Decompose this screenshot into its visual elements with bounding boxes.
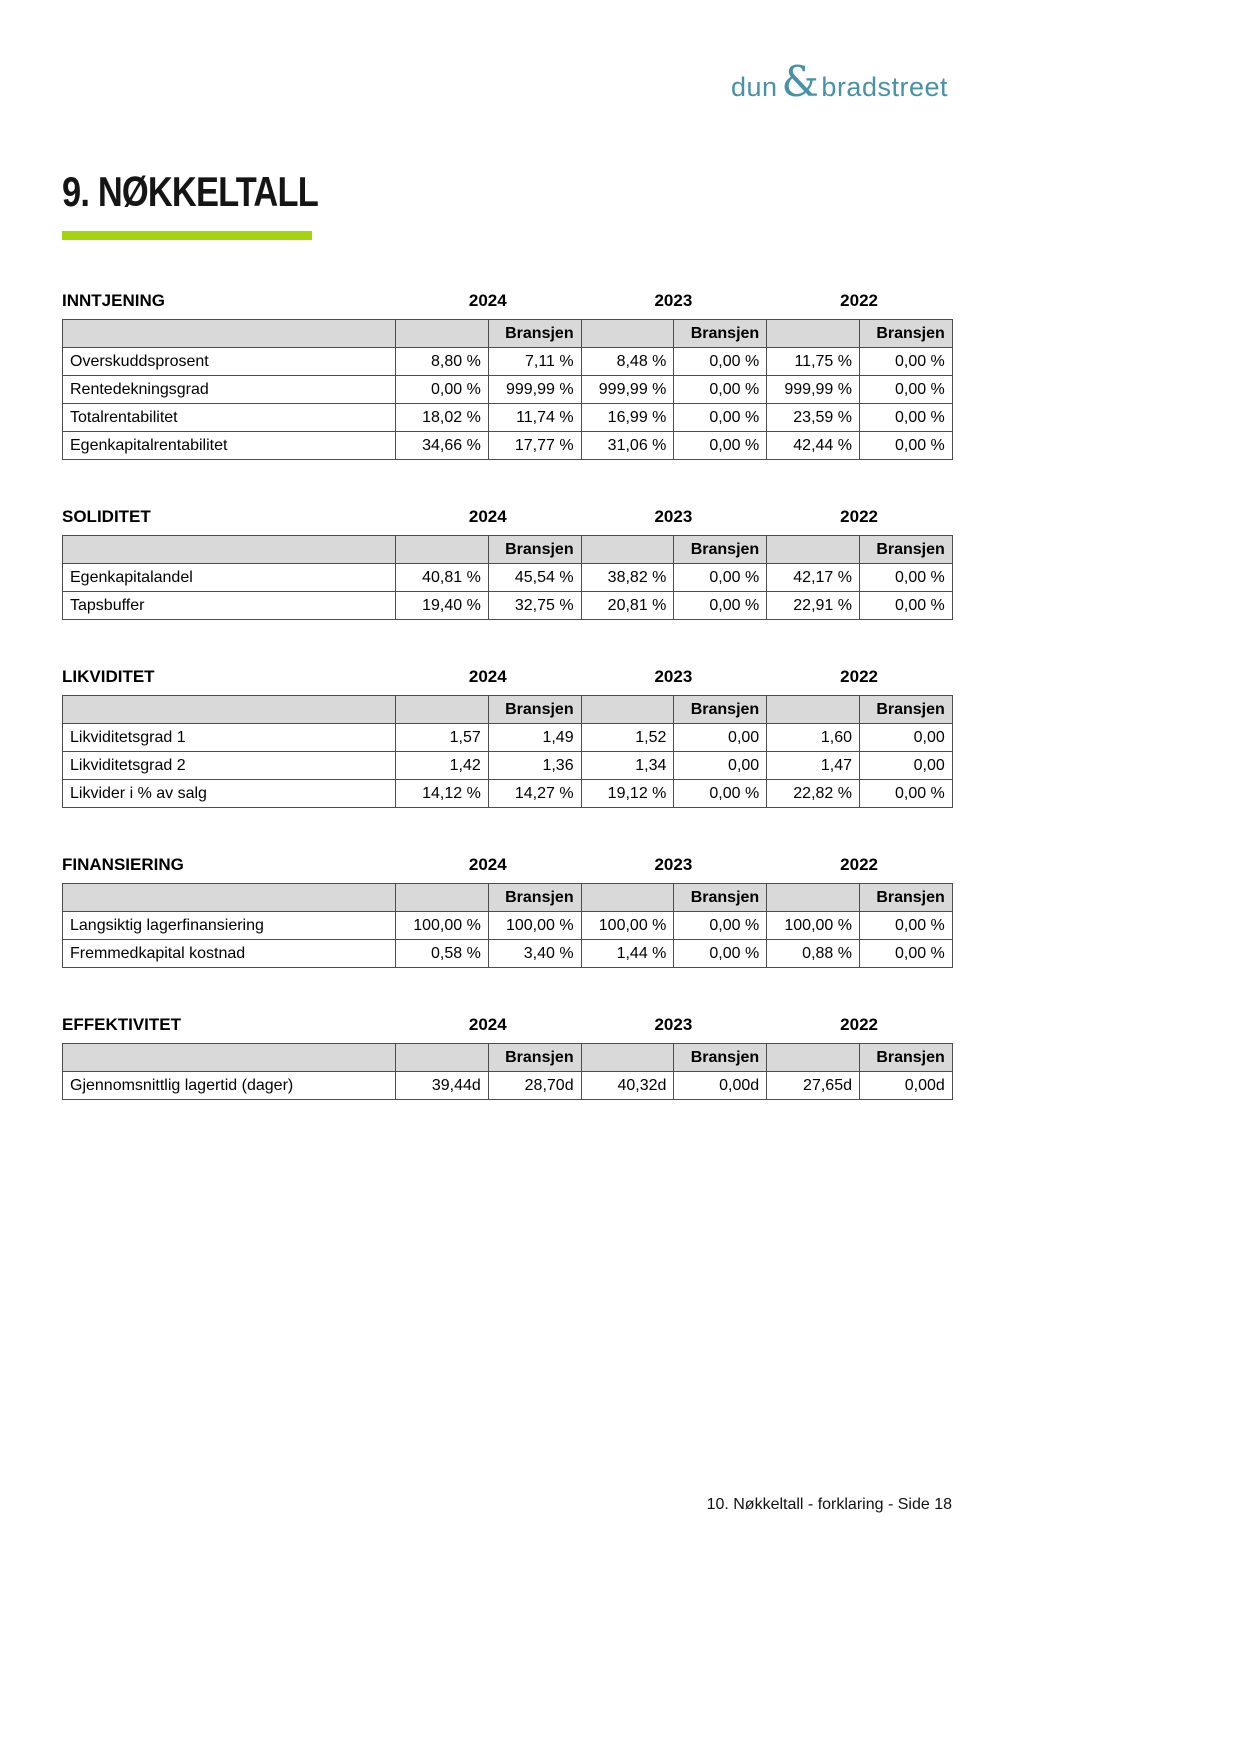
section-title: EFFEKTIVITET [62,1015,181,1034]
data-table [62,319,953,460]
logo-text-dun: dun [730,72,778,102]
value-cell: 1,57 [396,724,489,752]
value-cell: 0,00 % [859,348,952,376]
logo-text-bradstreet: bradstreet [821,72,948,102]
value-cell: 0,00 % [674,564,767,592]
industry-label: Bransjen [488,696,581,724]
section-header-row [62,855,952,875]
value-cell: 8,48 % [581,348,674,376]
empty-cell [581,320,674,348]
value-cell: 1,44 % [581,940,674,968]
industry-header-row [63,1044,953,1072]
value-cell: 0,00 % [674,348,767,376]
value-cell: 0,58 % [396,940,489,968]
value-cell: 19,12 % [581,780,674,808]
empty-cell [63,696,396,724]
row-label: Likvider i % av salg [63,780,396,808]
value-cell: 0,00d [859,1072,952,1100]
value-cell: 0,00 [674,752,767,780]
value-cell: 11,74 % [488,404,581,432]
value-cell: 0,88 % [767,940,860,968]
row-label: Likviditetsgrad 1 [63,724,396,752]
industry-header-row [63,884,953,912]
section-effektivitet [62,1015,952,1100]
table-row [63,564,953,592]
value-cell: 0,00 % [859,404,952,432]
dun-bradstreet-logo [0,57,948,106]
value-cell: 7,11 % [488,348,581,376]
value-cell: 0,00 % [674,404,767,432]
value-cell: 0,00 % [859,564,952,592]
value-cell: 11,75 % [767,348,860,376]
section-header-row [62,507,952,527]
value-cell: 8,80 % [396,348,489,376]
value-cell: 100,00 % [581,912,674,940]
data-table [62,1043,953,1100]
empty-cell [767,1044,860,1072]
industry-label: Bransjen [488,884,581,912]
empty-cell [396,536,489,564]
industry-header-row [63,536,953,564]
table-row [63,592,953,620]
value-cell: 0,00 [859,724,952,752]
value-cell: 18,02 % [396,404,489,432]
row-label: Gjennomsnittlig lagertid (dager) [63,1072,396,1100]
year-label: 2023 [654,291,693,310]
value-cell: 22,91 % [767,592,860,620]
value-cell: 0,00 % [674,780,767,808]
table-row [63,912,953,940]
empty-cell [581,884,674,912]
year-label: 2022 [840,291,878,310]
value-cell: 20,81 % [581,592,674,620]
empty-cell [63,1044,396,1072]
value-cell: 40,81 % [396,564,489,592]
value-cell: 45,54 % [488,564,581,592]
section-title: FINANSIERING [62,855,184,874]
table-row [63,1072,953,1100]
empty-cell [63,884,396,912]
value-cell: 999,99 % [767,376,860,404]
industry-label: Bransjen [674,1044,767,1072]
row-label: Egenkapitalrentabilitet [63,432,396,460]
year-label: 2022 [840,855,878,874]
year-label: 2023 [654,855,693,874]
row-label: Totalrentabilitet [63,404,396,432]
title-accent-bar [62,231,312,240]
value-cell: 999,99 % [488,376,581,404]
section-header-row [62,667,952,687]
table-row [63,940,953,968]
value-cell: 17,77 % [488,432,581,460]
empty-cell [63,320,396,348]
value-cell: 0,00 % [396,376,489,404]
industry-label: Bransjen [859,884,952,912]
industry-label: Bransjen [674,320,767,348]
empty-cell [396,884,489,912]
row-label: Fremmedkapital kostnad [63,940,396,968]
value-cell: 34,66 % [396,432,489,460]
page-title: 9. NØKKELTALL [62,168,318,215]
value-cell: 27,65d [767,1072,860,1100]
value-cell: 1,52 [581,724,674,752]
table-row [63,752,953,780]
year-label: 2024 [468,667,507,686]
value-cell: 999,99 % [581,376,674,404]
value-cell: 31,06 % [581,432,674,460]
table-row [63,780,953,808]
empty-cell [581,536,674,564]
industry-header-row [63,320,953,348]
year-label: 2023 [654,667,693,686]
section-inntjening [62,291,952,460]
value-cell: 0,00 % [859,592,952,620]
row-label: Egenkapitalandel [63,564,396,592]
value-cell: 0,00 % [674,940,767,968]
empty-cell [767,320,860,348]
value-cell: 0,00 % [674,912,767,940]
row-label: Tapsbuffer [63,592,396,620]
industry-header-row [63,696,953,724]
value-cell: 42,17 % [767,564,860,592]
value-cell: 19,40 % [396,592,489,620]
value-cell: 1,34 [581,752,674,780]
value-cell: 0,00 % [859,376,952,404]
year-label: 2024 [468,855,507,874]
value-cell: 0,00 % [859,432,952,460]
industry-label: Bransjen [859,536,952,564]
industry-label: Bransjen [674,536,767,564]
value-cell: 14,27 % [488,780,581,808]
empty-cell [396,320,489,348]
value-cell: 100,00 % [488,912,581,940]
table-row [63,432,953,460]
industry-label: Bransjen [859,1044,952,1072]
row-label: Overskuddsprosent [63,348,396,376]
table-row [63,404,953,432]
value-cell: 0,00 [859,752,952,780]
empty-cell [396,1044,489,1072]
data-table [62,695,953,808]
empty-cell [396,696,489,724]
value-cell: 40,32d [581,1072,674,1100]
year-label: 2022 [840,1015,878,1034]
row-label: Langsiktig lagerfinansiering [63,912,396,940]
empty-cell [581,696,674,724]
empty-cell [767,536,860,564]
section-header-row [62,291,952,311]
data-table [62,883,953,968]
industry-label: Bransjen [488,536,581,564]
value-cell: 42,44 % [767,432,860,460]
value-cell: 1,42 [396,752,489,780]
section-title: LIKVIDITET [62,667,155,686]
value-cell: 0,00 % [859,780,952,808]
empty-cell [581,1044,674,1072]
year-label: 2024 [468,291,507,310]
value-cell: 100,00 % [396,912,489,940]
value-cell: 0,00 % [859,912,952,940]
section-finansiering [62,855,952,968]
table-row [63,376,953,404]
industry-label: Bransjen [674,696,767,724]
row-label: Rentedekningsgrad [63,376,396,404]
value-cell: 1,60 [767,724,860,752]
logo-ampersand-icon: & [781,57,820,106]
data-table [62,535,953,620]
value-cell: 0,00 % [674,376,767,404]
year-label: 2022 [840,667,878,686]
page-footer: 10. Nøkkeltall - forklaring - Side 18 [706,1496,952,1513]
key-figures-tables [62,291,952,1147]
value-cell: 1,49 [488,724,581,752]
year-label: 2023 [654,507,693,526]
value-cell: 1,36 [488,752,581,780]
value-cell: 0,00 % [859,940,952,968]
value-cell: 23,59 % [767,404,860,432]
value-cell: 39,44d [396,1072,489,1100]
empty-cell [767,696,860,724]
value-cell: 14,12 % [396,780,489,808]
value-cell: 0,00d [674,1072,767,1100]
value-cell: 16,99 % [581,404,674,432]
section-title: SOLIDITET [62,507,151,526]
industry-label: Bransjen [859,696,952,724]
section-title: INNTJENING [62,291,165,310]
table-row [63,348,953,376]
empty-cell [767,884,860,912]
value-cell: 22,82 % [767,780,860,808]
row-label: Likviditetsgrad 2 [63,752,396,780]
value-cell: 0,00 % [674,592,767,620]
value-cell: 32,75 % [488,592,581,620]
year-label: 2022 [840,507,878,526]
section-header-row [62,1015,952,1035]
year-label: 2024 [468,1015,507,1034]
section-likviditet [62,667,952,808]
value-cell: 0,00 % [674,432,767,460]
empty-cell [63,536,396,564]
year-label: 2023 [654,1015,693,1034]
value-cell: 38,82 % [581,564,674,592]
industry-label: Bransjen [674,884,767,912]
table-row [63,724,953,752]
value-cell: 28,70d [488,1072,581,1100]
value-cell: 3,40 % [488,940,581,968]
industry-label: Bransjen [488,320,581,348]
value-cell: 0,00 [674,724,767,752]
value-cell: 1,47 [767,752,860,780]
year-label: 2024 [468,507,507,526]
industry-label: Bransjen [859,320,952,348]
section-soliditet [62,507,952,620]
industry-label: Bransjen [488,1044,581,1072]
value-cell: 100,00 % [767,912,860,940]
